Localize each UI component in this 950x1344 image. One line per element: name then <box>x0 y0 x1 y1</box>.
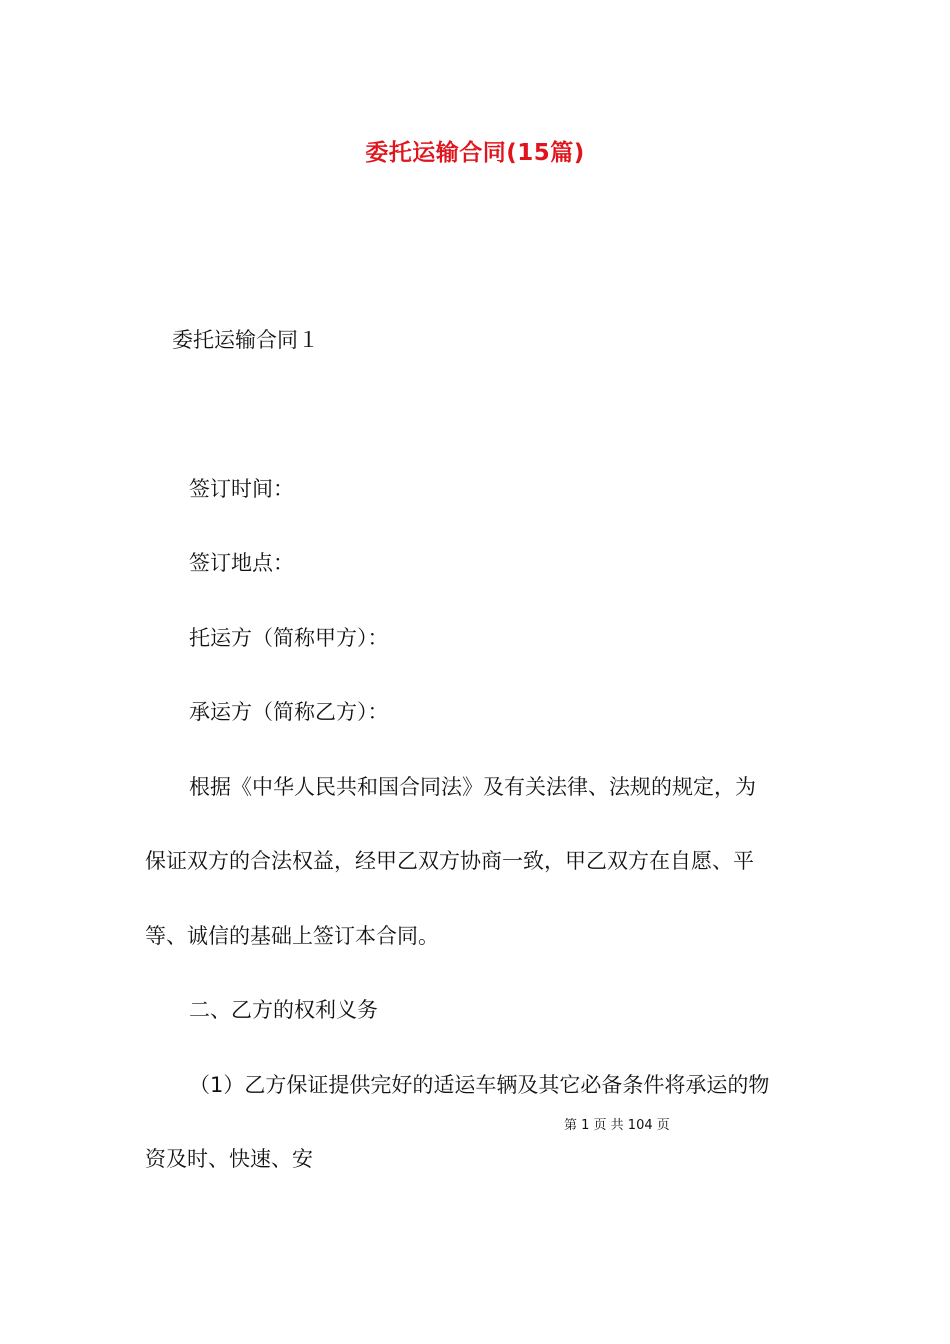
clause-heading: 二、乙方的权利义务 <box>189 998 378 1022</box>
carrier-field: 承运方（简称乙方）： <box>189 700 389 724</box>
section-heading: 委托运输合同１ <box>172 328 319 352</box>
clause-item-line: （1）乙方保证提供完好的适运车辆及其它必备条件将承运的物 <box>189 1073 770 1097</box>
document-title: 委托运输合同(15篇) <box>365 140 585 166</box>
page-number-footer: 第 1 页 共 104 页 <box>564 1118 670 1133</box>
signing-place-field: 签订地点： <box>189 551 294 575</box>
paragraph-line: 根据《中华人民共和国合同法》及有关法律、法规的规定，为 <box>189 775 756 799</box>
paragraph-line: 等、诚信的基础上签订本合同。 <box>145 924 439 948</box>
consignor-field: 托运方（简称甲方）： <box>189 626 389 650</box>
paragraph-line: 保证双方的合法权益，经甲乙双方协商一致，甲乙双方在自愿、平 <box>145 849 754 873</box>
signing-time-field: 签订时间： <box>189 477 294 501</box>
clause-item-line: 资及时、快速、安 <box>145 1147 313 1171</box>
